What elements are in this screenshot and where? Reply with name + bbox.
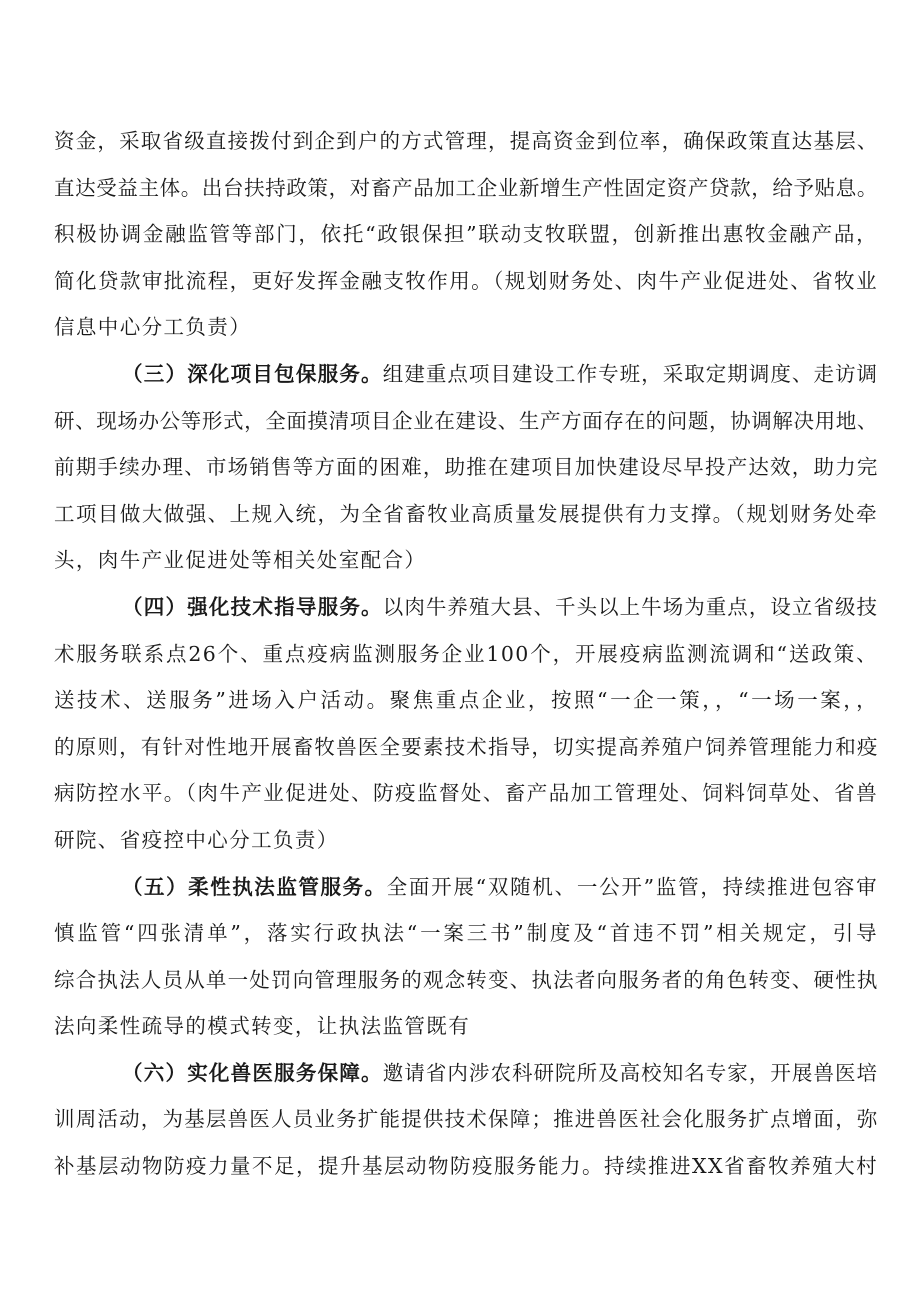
text-line (54, 1050, 878, 1097)
text-line: 工项目做大做强、上规入统，为全省畜牧业高质量发展提供有力支撑。（规划财务处牵 (54, 501, 878, 526)
text-run: 邀请省内涉农科研院所及高校知名专家，开展兽医培 (382, 1060, 879, 1085)
document-page (54, 118, 878, 1190)
text-line: 病防控水平。（肉牛产业促进处、防疫监督处、畜产品加工管理处、饲料饲草处、省兽 (54, 781, 878, 806)
section-heading: （五）柔性执法监管服务。 (122, 874, 387, 899)
text-line: 的原则，有针对性地开展畜牧兽医全要素技术指导，切实提高养殖户饲养管理能力和疫 (54, 734, 879, 759)
section-heading: （三）深化项目包保服务。 (122, 361, 383, 386)
text-run: 全面开展“双随机、一公开”监管，持续推进包容审 (386, 874, 878, 899)
text-line: 资金，采取省级直接拨付到企到户的方式管理，提高资金到位率，确保政策直达基层、 (54, 129, 879, 153)
text-line: 研、现场办公等形式，全面摸清项目企业在建设、生产方面存在的问题，协调解决用地、 (54, 408, 878, 433)
text-line (54, 864, 878, 911)
section-heading: （四）强化技术指导服务。 (122, 594, 383, 619)
text-line: 送技术、送服务”进场入户活动。聚焦重点企业，按照“一企一策，，“一场一案，， (54, 688, 878, 713)
paragraph-funding (54, 118, 878, 351)
text-line: 法向柔性疏导的模式转变，让执法监管既有 (54, 1014, 471, 1039)
text-line (54, 351, 878, 398)
paragraph-veterinary (54, 1050, 878, 1190)
paragraph-project-service (54, 351, 878, 584)
text-line: 慎监管“四张清单”，落实行政执法“一案三书”制度及“首违不罚”相关规定，引导 (54, 921, 878, 946)
text-line: 训周活动，为基层兽医人员业务扩能提供技术保障；推进兽医社会化服务扩点增面，弥 (54, 1107, 879, 1132)
text-line: 前期手续办理、市场销售等方面的困难，助推在建项目加快建设尽早投产达效，助力完 (54, 455, 879, 480)
text-line: 研院、省疫控中心分工负责） (54, 827, 339, 852)
text-line: 直达受益主体。出台扶持政策，对畜产品加工企业新增生产性固定资产贷款，给予贴息。 (54, 175, 878, 200)
section-heading: （六）实化兽医服务保障。 (122, 1060, 383, 1085)
text-line: 综合执法人员从单一处罚向管理服务的观念转变、执法者向服务者的角色转变、硬性执 (54, 967, 879, 992)
text-line: 简化贷款审批流程，更好发挥金融支牧作用。（规划财务处、肉牛产业促进处、省牧业 (54, 268, 878, 293)
text-run: 以肉牛养殖大县、千头以上牛场为重点，设立省级技 (382, 594, 879, 619)
paragraph-law-enforcement (54, 864, 878, 1050)
paragraph-tech-guidance (54, 584, 878, 864)
text-line: 术服务联系点26个、重点疫病监测服务企业100个，开展疫病监测流调和“送政策、 (54, 641, 878, 666)
text-run: 组建重点项目建设工作专班，采取定期调度、走访调 (382, 361, 879, 386)
text-line: 补基层动物防疫力量不足，提升基层动物防疫服务能力。持续推进XX省畜牧养殖大村 (54, 1154, 878, 1179)
text-line (54, 584, 878, 631)
text-line: 头，肉牛产业促进处等相关处室配合） (54, 548, 427, 573)
text-line: 积极协调金融监管等部门，依托“政银保担”联动支牧联盟，创新推出惠牧金融产品， (54, 222, 878, 247)
text-line: 信息中心分工负责） (54, 315, 252, 340)
